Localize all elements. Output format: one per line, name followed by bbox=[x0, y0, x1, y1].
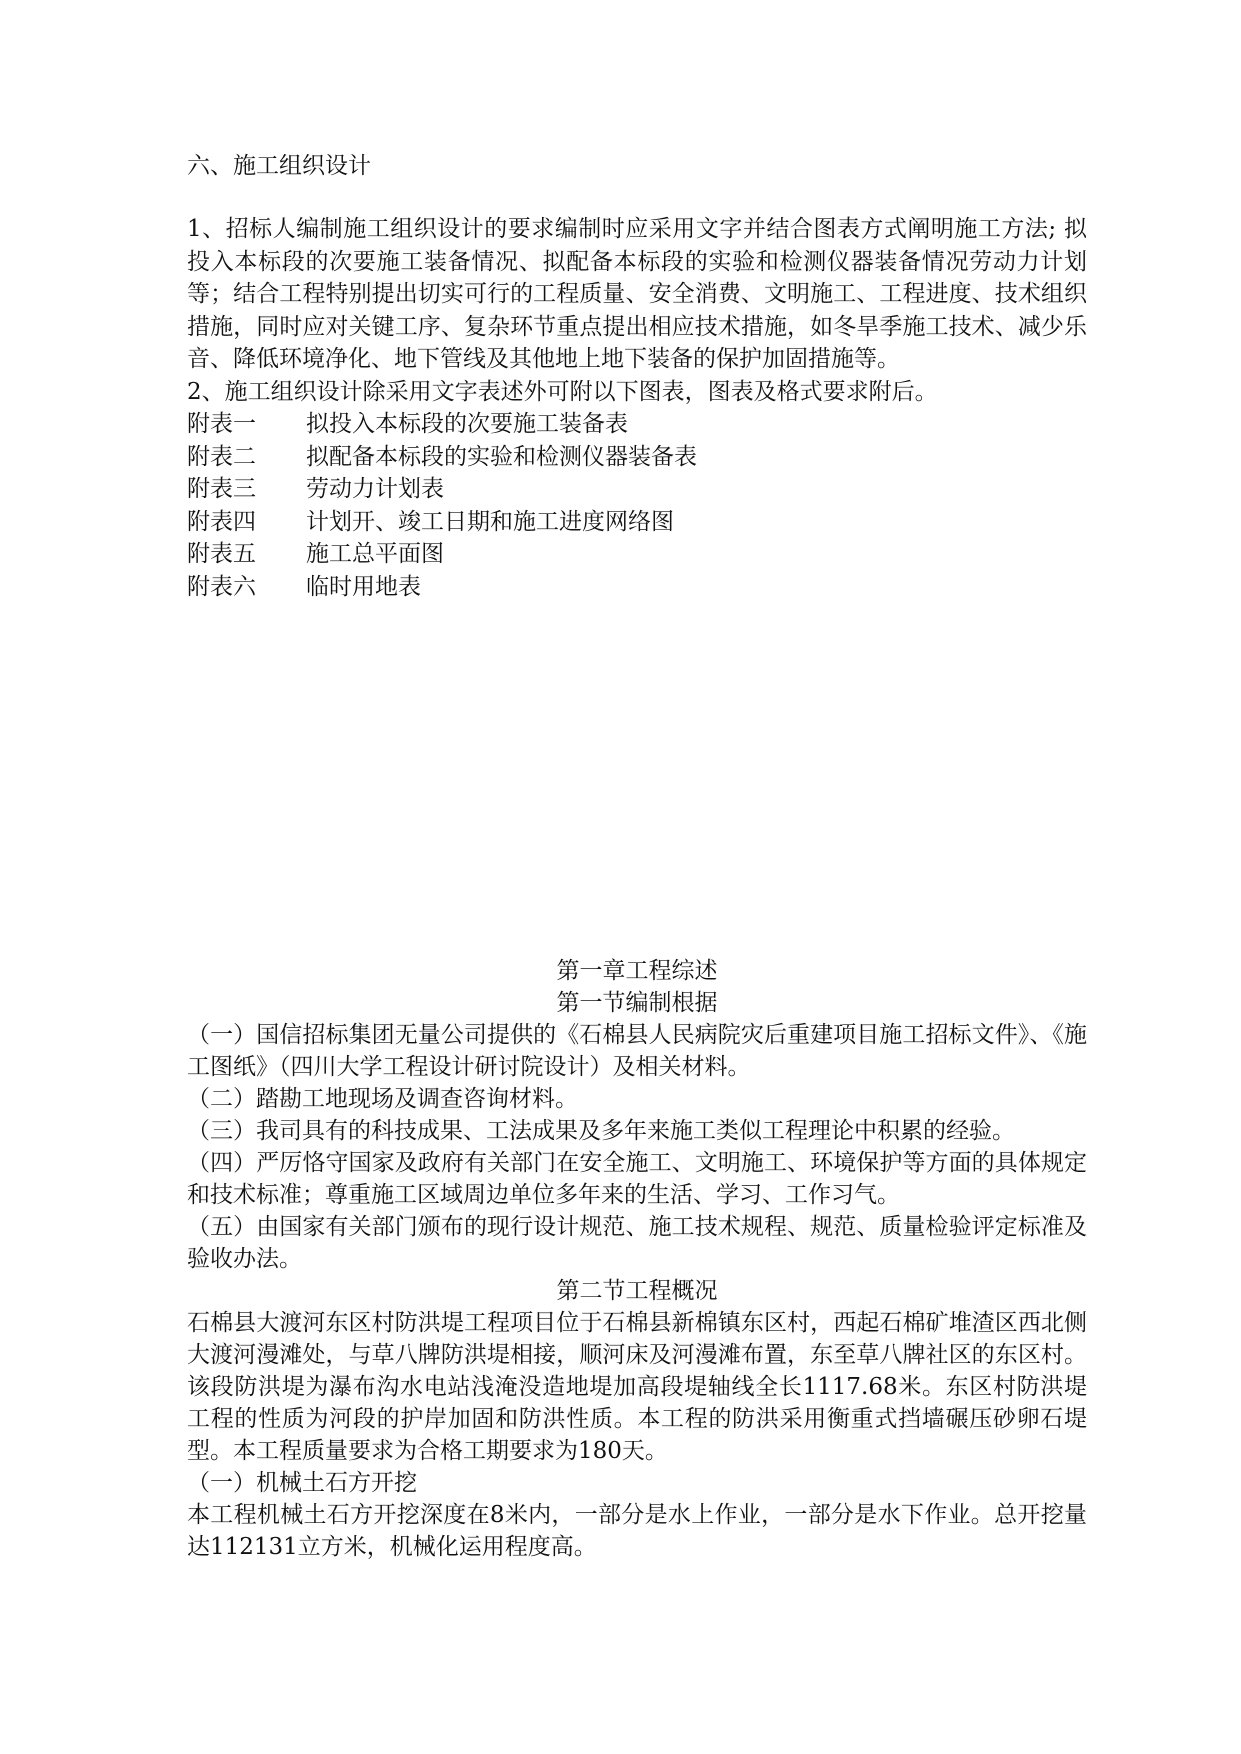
appendix-label: 附表三 bbox=[187, 476, 256, 502]
appendix-text: 拟投入本标段的次要施工装备表 bbox=[306, 411, 628, 437]
basis-item: （五）由国家有关部门颁布的现行设计规范、施工技术规程、规范、质量检验评定标准及验收办法。 bbox=[187, 1214, 1087, 1272]
chapter-title: 第一章工程综述 bbox=[556, 958, 718, 984]
requirements-block bbox=[187, 213, 1087, 603]
appendix-text: 计划开、竣工日期和施工进度网络图 bbox=[306, 508, 674, 535]
section-title: 第一节编制根据 bbox=[556, 990, 718, 1016]
basis-item: （三）我司具有的科技成果、工法成果及多年来施工类似工程理论中积累的经验。 bbox=[187, 1118, 1015, 1144]
appendix-item bbox=[187, 441, 1087, 474]
appendix-item bbox=[187, 538, 1087, 571]
appendix-label: 附表五 bbox=[187, 541, 256, 567]
appendix-text: 施工总平面图 bbox=[306, 541, 444, 567]
appendix-text: 临时用地表 bbox=[306, 573, 421, 600]
section-title: 第二节工程概况 bbox=[556, 1278, 718, 1304]
appendix-label: 附表一 bbox=[187, 411, 256, 437]
appendix-item bbox=[187, 571, 1087, 604]
requirement-paragraph-1: 1、招标人编制施工组织设计的要求编制时应采用文字并结合图表方式阐明施工方法; 拟投入本标段的次要施工装备情况、拟配备本标段的实验和检测仪器装备情况劳动力计划等；结合工程特别提出切实可行的工程质量、安全消费、文明施工、工程进度、技术组织措施，同时应对关键工序、复杂环节重点提出相应技术措施，如冬旱季施工技术、减少乐音、降低环境净化、地下管线及其他地上地下装备的保护加固措施等。 bbox=[187, 216, 1087, 372]
section-heading: 六、施工组织设计 bbox=[187, 153, 371, 179]
requirement-paragraph-2: 2、施工组织设计除采用文字表述外可附以下图表，图表及格式要求附后。 bbox=[187, 378, 938, 405]
appendix-item bbox=[187, 473, 1087, 506]
appendix-item bbox=[187, 408, 1087, 441]
appendix-label: 附表二 bbox=[187, 443, 256, 470]
subsection-title: （一）机械土石方开挖 bbox=[187, 1470, 417, 1496]
basis-item: （四）严厉恪守国家及政府有关部门在安全施工、文明施工、环境保护等方面的具体规定和技术标准；尊重施工区域周边单位多年来的生活、学习、工作习气。 bbox=[187, 1150, 1087, 1208]
subsection-paragraph: 本工程机械土石方开挖深度在8米内，一部分是水上作业，一部分是水下作业。总开挖量达112131立方米，机械化运用程度高。 bbox=[187, 1502, 1087, 1560]
appendix-text: 拟配备本标段的实验和检测仪器装备表 bbox=[306, 443, 697, 470]
overview-paragraph: 石棉县大渡河东区村防洪堤工程项目位于石棉县新棉镇东区村，西起石棉矿堆渣区西北侧大渡河漫滩处，与草八牌防洪堤相接，顺河床及河漫滩布置，东至草八牌社区的东区村。该段防洪堤为瀑布沟水电站浅淹没造地堤加高段堤轴线全长1117.68米。东区村防洪堤工程的性质为河段的护岸加固和防洪性质。本工程的防洪采用衡重式挡墙碾压砂卵石堤型。本工程质量要求为合格工期要求为180天。 bbox=[187, 1310, 1087, 1464]
appendix-label: 附表四 bbox=[187, 508, 256, 535]
appendix-list bbox=[187, 408, 1087, 603]
basis-item: （二）踏勘工地现场及调查咨询材料。 bbox=[187, 1086, 578, 1112]
chapter-block bbox=[187, 955, 1087, 1563]
basis-item: （一）国信招标集团无量公司提供的《石棉县人民病院灾后重建项目施工招标文件》、《施工图纸》（四川大学工程设计研讨院设计）及相关材料。 bbox=[187, 1022, 1087, 1080]
appendix-item bbox=[187, 506, 1087, 539]
appendix-label: 附表六 bbox=[187, 573, 256, 600]
appendix-text: 劳动力计划表 bbox=[306, 476, 444, 502]
